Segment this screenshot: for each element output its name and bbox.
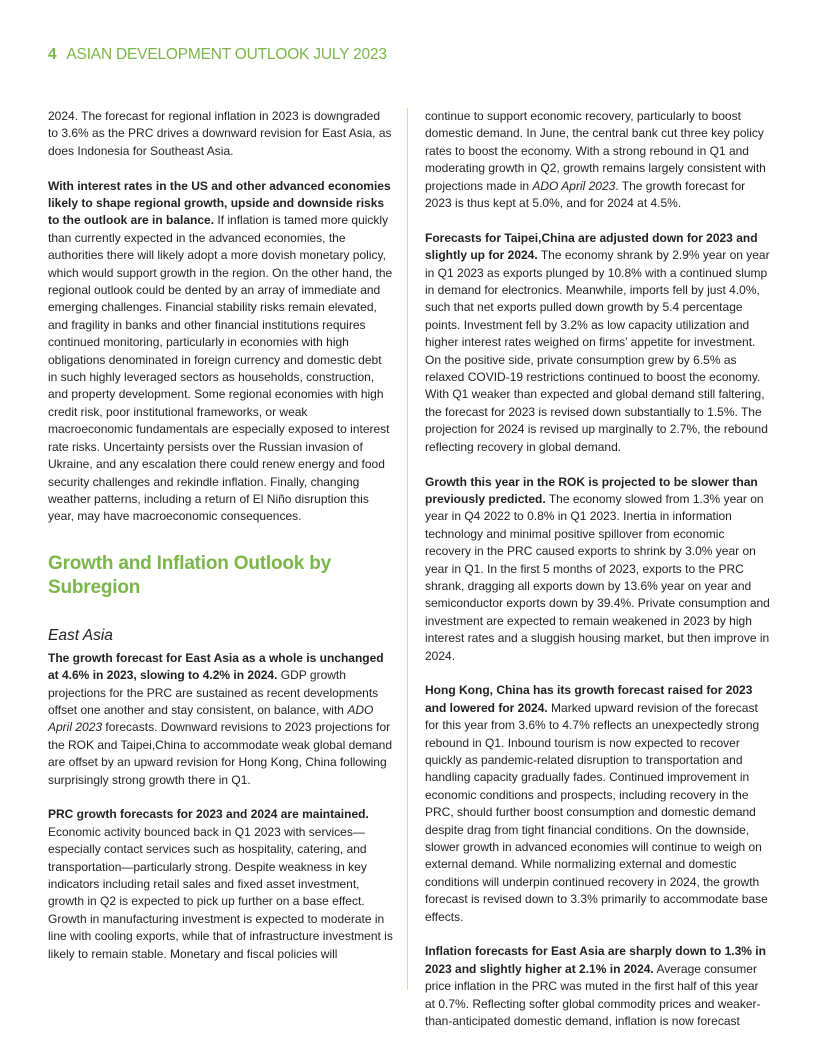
paragraph-text: If inflation is tamed more quickly than currently expected in the advanced economies, the authorities there will likely adopt a more dovish monetary policy, which would support growth in the region. On the other hand, the regional outlook could be dented by an array of immediate and emerging challenges. Financial stability risks remain elevated, and fragility in banks and other financial institutions requires continued monitoring, particularly in economies with high obligations denominated in foreign currency and domestic debt in such highly leveraged sectors as households, construction, and property development. Some regional economies with high credit risk, poor institutional frameworks, or weak macroeconomic fundamentals are especially exposed to interest rate risks. Uncertainty persists over the Russian invasion of Ukraine, and any escalation there could renew energy and food security challenges and rekindle inflation. Finally, changing weather patterns, including a return of El Niño disruption this year, may have macroeconomic consequences. — [48, 213, 393, 524]
paragraph-text: GDP growth projections for the PRC are sustained as recent developments offset one another and stay consistent, on balance, with — [48, 668, 379, 717]
paragraph — [48, 178, 393, 526]
paragraph-text: Marked upward revision of the forecast for this year from 3.6% to 4.7% reflects an unexpectedly strong rebound in Q1. Inbound tourism is now expected to recover quickly as pandemic-related disruption to transportation and handling capacity gradually fades. Continued improvement in economic conditions and prospects, including recovery in the PRC, should further boost consumption and domestic demand despite drag from tight financial conditions. On the downside, slower growth in advanced economies will continue to weigh on external demand. While normalizing external and domestic conditions will underpin continued recovery in 2024, the growth forecast is revised down to 3.3% primarily to accommodate base effects. — [425, 700, 768, 924]
left-column — [48, 108, 393, 963]
paragraph — [425, 682, 770, 926]
running-header — [48, 46, 387, 64]
publication-title: ASIAN DEVELOPMENT OUTLOOK JULY 2023 — [66, 46, 387, 63]
paragraph-lead: The growth forecast for East Asia as a whole is unchanged at 4.6% in 2023, slowing to 4.2% in 2024. — [48, 650, 384, 683]
subsection-heading: East Asia — [48, 626, 113, 644]
column-divider — [407, 108, 408, 990]
paragraph-text: The economy slowed from 1.3% year on year in Q4 2022 to 0.8% in Q1 2023. Inertia in information technology and minimal positive spillover from economic recovery in the PRC caused exports to shrink by 3.0% year on year in Q1. In the first 5 months of 2023, exports to the PRC shrank, dragging all exports down by 13.6% year on year and semiconductor exports down by 39.4%. Private consumption and investment are expected to remain weakened in 2023 by high interest rates and a sluggish housing market, but then improve in 2024. — [425, 491, 770, 663]
publication-reference: ADO April 2023 — [532, 178, 616, 193]
paragraph-lead: Hong Kong, China has its growth forecast raised for 2023 and lowered for 2024. — [425, 683, 753, 715]
paragraph — [425, 230, 770, 456]
paragraph-lead: PRC growth forecasts for 2023 and 2024 are maintained. — [48, 807, 369, 822]
paragraph-lead: Inflation forecasts for East Asia are sharply down to 1.3% in 2023 and slightly higher at 2.1% in 2024. — [425, 944, 766, 976]
paragraph-text: forecasts. Downward revisions to 2023 projections for the ROK and Taipei,China to accommodate weak global demand are offset by an upward revision for Hong Kong, China following surprisingly strong growth there in Q1. — [48, 720, 392, 787]
page-number: 4 — [48, 46, 57, 63]
paragraph-text: . The growth forecast for 2023 is thus kept at 5.0%, and for 2024 at 4.5%. — [425, 178, 746, 211]
section-heading: Growth and Inflation Outlook by Subregion — [48, 552, 332, 598]
paragraph — [48, 806, 393, 963]
right-column — [425, 108, 770, 1030]
paragraph-text: continue to support economic recovery, particularly to boost domestic demand. In June, the central bank cut three key policy rates to boost the economy. With a strong rebound in Q1 and moderating growth in Q2, growth remains largely consistent with projections made in — [425, 109, 766, 193]
publication-reference: ADO April 2023 — [48, 702, 374, 735]
paragraph — [425, 108, 770, 212]
paragraph-text: The economy shrank by 2.9% year on year in Q1 2023 as exports plunged by 10.8% with a continued slump in demand for electronics. Meanwhile, imports fell by just 4.0%, such that net exports pulled down growth by 5.4 percentage points. Investment fell by 3.2% as low capacity utilization and higher interest rates weighed on firms’ appetite for investment. On the positive side, private consumption grew by 6.5% as relaxed COVID-19 restrictions continued to boost the economy. With Q1 weaker than expected and global demand still faltering, the forecast for 2023 is revised down substantially to 1.5%. The projection for 2024 is revised up marginally to 2.7%, the rebound reflecting recovery in global demand. — [425, 248, 770, 454]
paragraph-text: Average consumer price inflation in the PRC was muted in the first half of this year at 0.7%. Reflecting softer global commodity prices and weaker-than-anticipated domestic demand, inflation is now forecast — [425, 961, 761, 1029]
paragraph — [48, 650, 393, 789]
paragraph — [425, 943, 770, 1030]
paragraph — [48, 108, 393, 160]
paragraph-text: Economic activity bounced back in Q1 2023 with services—especially contact services such as hospitality, catering, and transportation—particularly strong. Despite weakness in key indicators including retail sales and fixed asset investment, growth in Q2 is expected to pick up further on a base effect. Growth in manufacturing investment is expected to moderate in line with cooling exports, while that of infrastructure investment is likely to remain stable. Monetary and fiscal policies will — [48, 824, 393, 961]
paragraph-text: 2024. The forecast for regional inflation in 2023 is downgraded to 3.6% as the PRC drives a downward revision for East Asia, as does Indonesia for Southeast Asia. — [48, 109, 392, 158]
paragraph-lead: Growth this year in the ROK is projected to be slower than previously predicted. — [425, 474, 758, 506]
paragraph — [425, 474, 770, 665]
paragraph-lead: With interest rates in the US and other advanced economies likely to shape regional growth, upside and downside risks to the outlook are in balance. — [48, 178, 391, 228]
paragraph-lead: Forecasts for Taipei,China are adjusted down for 2023 and slightly up for 2024. — [425, 230, 758, 263]
